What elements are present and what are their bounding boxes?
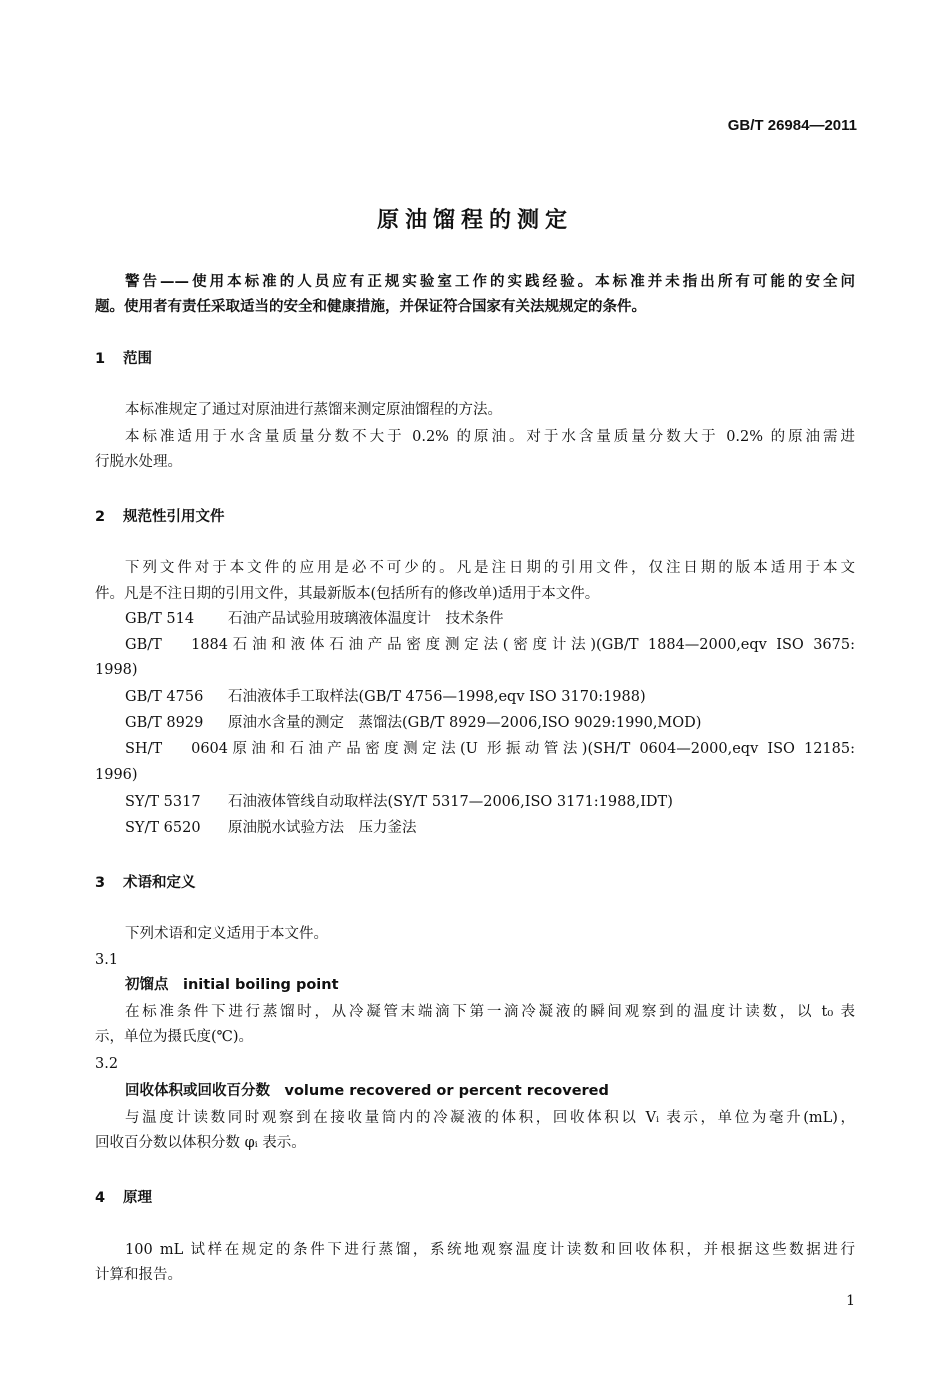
section-3-heading	[95, 871, 196, 892]
reference-item	[125, 739, 855, 759]
reference-item	[125, 713, 701, 733]
reference-code: SY/T 6520	[125, 820, 201, 836]
reference-title: 石油和液体石油产品密度测定法(密度计法)(GB/T 1884—2000,eqv ISO 3675:	[228, 637, 855, 653]
section-number: 1	[95, 351, 106, 367]
section-number: 2	[95, 509, 106, 525]
section-title: 范围	[123, 351, 152, 367]
reference-title: 原油和石油产品密度测定法(U 形振动管法)(SH/T 0604—2000,eqv ISO 12185:	[228, 741, 855, 757]
paragraph: 下列术语和定义适用于本文件。	[125, 926, 328, 942]
paragraph: 行脱水处理。	[95, 454, 182, 470]
paragraph: 100 mL 试样在规定的条件下进行蒸馏，系统地观察温度计读数和回收体积，并根据这些数据进行	[125, 1242, 855, 1258]
warning-line-1: 警告——使用本标准的人员应有正规实验室工作的实践经验。本标准并未指出所有可能的安全问	[125, 274, 855, 290]
reference-continuation: 1996)	[95, 767, 138, 783]
reference-continuation: 1998)	[95, 662, 138, 678]
paragraph: 下列文件对于本文件的应用是必不可少的。凡是注日期的引用文件，仅注日期的版本适用于本文	[125, 560, 855, 576]
section-title: 术语和定义	[123, 875, 196, 891]
section-number: 4	[95, 1190, 106, 1206]
term-number: 3.2	[95, 1056, 119, 1072]
paragraph: 本标准规定了通过对原油进行蒸馏来测定原油馏程的方法。	[125, 402, 502, 418]
section-4-heading	[95, 1186, 152, 1207]
reference-code: GB/T 1884	[125, 637, 228, 653]
term-number: 3.1	[95, 952, 119, 968]
reference-item	[125, 609, 504, 629]
term-definition: 在标准条件下进行蒸馏时，从冷凝管末端滴下第一滴冷凝液的瞬间观察到的温度计读数，以 t₀ 表	[125, 1004, 855, 1020]
section-2-heading	[95, 505, 225, 526]
reference-title: 原油水含量的测定 蒸馏法(GB/T 8929—2006,ISO 9029:1990,MOD)	[228, 715, 702, 731]
term-title: 回收体积或回收百分数 volume recovered or percent recovered	[125, 1083, 609, 1099]
reference-code: GB/T 8929	[125, 715, 204, 731]
page-title: 原油馏程的测定	[376, 208, 573, 233]
term-definition: 与温度计读数同时观察到在接收量筒内的冷凝液的体积，回收体积以 Vᵢ 表示，单位为毫升(mL)，	[125, 1110, 855, 1126]
section-1-heading	[95, 347, 152, 368]
reference-item	[125, 792, 673, 812]
reference-code: SY/T 5317	[125, 794, 201, 810]
warning-line-2: 题。使用者有责任采取适当的安全和健康措施，并保证符合国家有关法规规定的条件。	[95, 299, 646, 315]
reference-code: GB/T 4756	[125, 689, 204, 705]
paragraph: 件。凡是不注日期的引用文件，其最新版本(包括所有的修改单)适用于本文件。	[95, 586, 600, 602]
standard-number: GB/T 26984—2011	[727, 117, 857, 134]
reference-title: 石油液体手工取样法(GB/T 4756—1998,eqv ISO 3170:1988)	[228, 689, 646, 705]
paragraph: 计算和报告。	[95, 1267, 182, 1283]
reference-code: GB/T 514	[125, 611, 195, 627]
reference-item	[125, 635, 855, 655]
reference-title: 原油脱水试验方法 压力釜法	[228, 820, 417, 836]
reference-title: 石油产品试验用玻璃液体温度计 技术条件	[228, 611, 504, 627]
term-definition: 回收百分数以体积分数 φᵢ 表示。	[95, 1135, 306, 1151]
section-number: 3	[95, 875, 106, 891]
reference-item	[125, 818, 417, 838]
reference-code: SH/T 0604	[125, 741, 228, 757]
page-number: 1	[846, 1293, 855, 1309]
paragraph: 本标准适用于水含量质量分数不大于 0.2% 的原油。对于水含量质量分数大于 0.2% 的原油需进	[125, 429, 855, 445]
section-title: 原理	[123, 1190, 152, 1206]
section-title: 规范性引用文件	[123, 509, 225, 525]
reference-item	[125, 687, 646, 707]
reference-title: 石油液体管线自动取样法(SY/T 5317—2006,ISO 3171:1988,IDT)	[228, 794, 673, 810]
term-definition: 示，单位为摄氏度(℃)。	[95, 1029, 254, 1045]
term-title: 初馏点 initial boiling point	[125, 977, 339, 993]
